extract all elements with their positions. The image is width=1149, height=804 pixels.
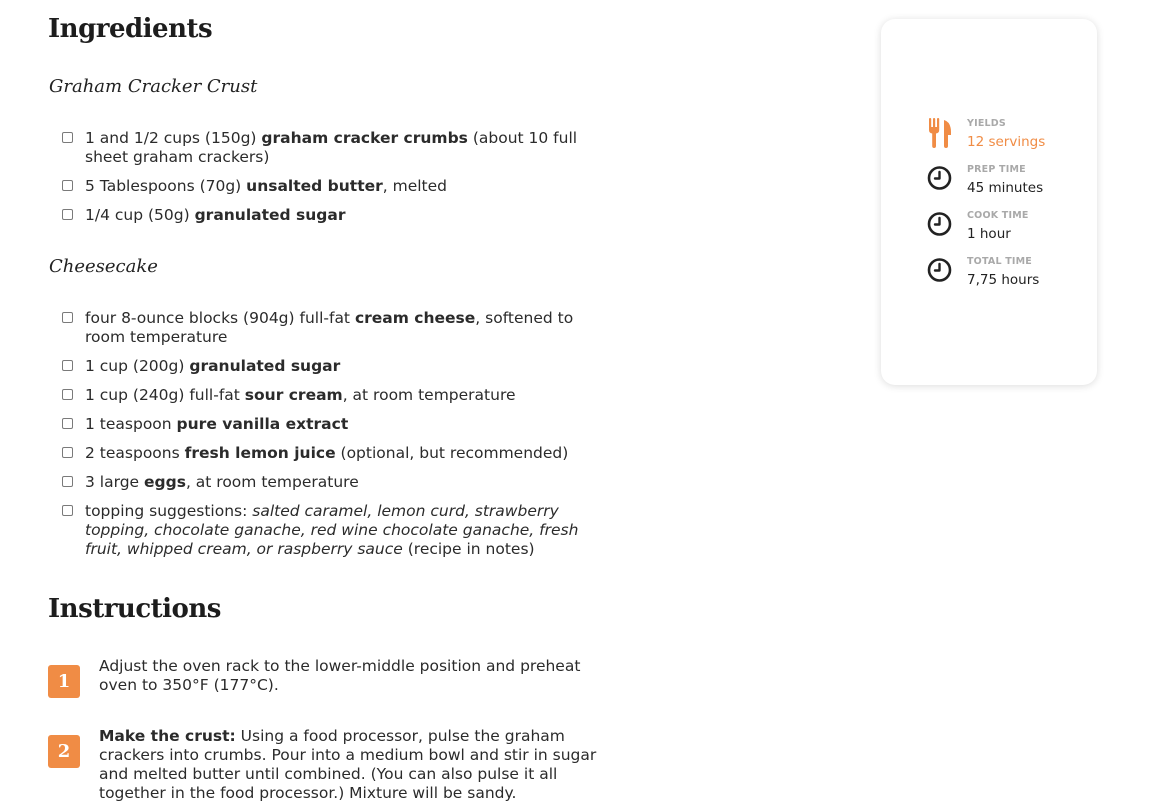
cook-time-label: COOK TIME	[967, 210, 1029, 221]
ingredient-text: four 8-ounce blocks (904g) full-fat cream cheese, softened to room temperature	[85, 309, 574, 346]
yields-label: YIELDS	[967, 118, 1006, 129]
section-title-crust: Graham Cracker Crust	[49, 76, 258, 97]
ingredient-text: 3 large eggs, at room temperature	[85, 473, 359, 491]
step-text: Make the crust: Using a food processor, pulse the graham crackers into crumbs. Pour into a medium bowl and stir in sugar and melted butter until combined. (You can also pulse it all together in the food processor.) Mixture will be sandy.	[99, 727, 597, 802]
total-time-value: 7,75 hours	[967, 272, 1040, 288]
step-number: 1	[48, 665, 80, 698]
ingredient-text: 1 cup (200g) granulated sugar	[85, 357, 341, 375]
ingredient-text: 1/4 cup (50g) granulated sugar	[85, 206, 346, 224]
clock-icon	[927, 256, 953, 286]
ingredient-text: 1 teaspoon pure vanilla extract	[85, 415, 349, 433]
ingredient-checkbox[interactable]	[62, 418, 73, 429]
ingredient-checkbox[interactable]	[62, 389, 73, 400]
ingredient-checkbox[interactable]	[62, 447, 73, 458]
ingredient-checkbox[interactable]	[62, 132, 73, 143]
step-number: 2	[48, 735, 80, 768]
ingredient-checkbox[interactable]	[62, 312, 73, 323]
ingredient-checkbox[interactable]	[62, 476, 73, 487]
ingredient-checkbox[interactable]	[62, 505, 73, 516]
ingredient-checkbox[interactable]	[62, 180, 73, 191]
clock-icon	[927, 210, 953, 240]
ingredient-text: 1 cup (240g) full-fat sour cream, at room temperature	[85, 386, 516, 404]
ingredients-heading: Ingredients	[48, 14, 213, 44]
yields-value: 12 servings	[967, 134, 1046, 150]
fork-knife-icon	[927, 118, 953, 148]
ingredient-text: 5 Tablespoons (70g) unsalted butter, melted	[85, 177, 448, 195]
ingredient-checkbox[interactable]	[62, 360, 73, 371]
prep-time-label: PREP TIME	[967, 164, 1026, 175]
cook-time-value: 1 hour	[967, 226, 1011, 242]
total-time-label: TOTAL TIME	[967, 256, 1032, 267]
clock-icon	[927, 164, 953, 194]
ingredient-text: 1 and 1/2 cups (150g) graham cracker crumbs (about 10 full sheet graham crackers)	[85, 129, 578, 166]
ingredient-text: topping suggestions: salted caramel, lemon curd, strawberry topping, chocolate ganache, red wine chocolate ganache, fresh fruit, whipped cream, or raspberry sauce (recipe in notes)	[85, 502, 579, 558]
step-text: Adjust the oven rack to the lower-middle position and preheat oven to 350°F (177°C).	[99, 657, 581, 694]
section-title-cheesecake: Cheesecake	[49, 256, 158, 277]
prep-time-value: 45 minutes	[967, 180, 1044, 196]
recipe-summary-card	[881, 19, 1097, 385]
ingredient-checkbox[interactable]	[62, 209, 73, 220]
instructions-heading: Instructions	[48, 594, 221, 624]
ingredient-text: 2 teaspoons fresh lemon juice (optional, but recommended)	[85, 444, 569, 462]
